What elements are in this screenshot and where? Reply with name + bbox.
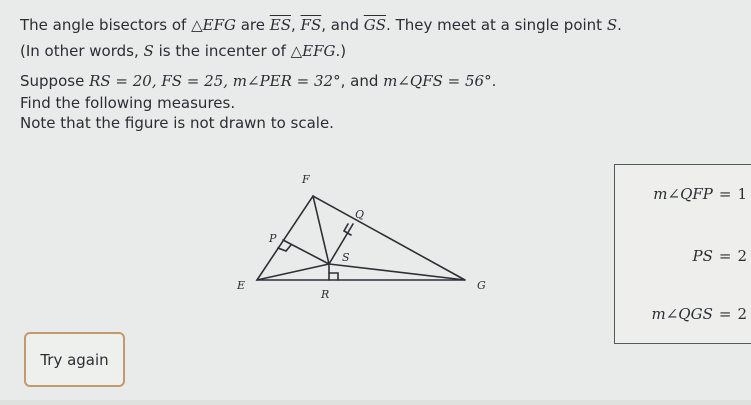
text: , [291, 16, 301, 34]
text: (In other words, [20, 42, 144, 60]
right-angle-r [329, 273, 338, 280]
problem-line-1 [20, 16, 622, 35]
page-bottom-edge [0, 400, 751, 405]
label-q: Q [355, 208, 365, 221]
answer-input-ps[interactable]: 2 [737, 247, 747, 265]
triangle-efg: △EFG [191, 16, 236, 34]
try-again-button[interactable]: Try again [24, 332, 125, 387]
given-values: RS = 20, FS = 25, m∠PER = 32° [89, 72, 341, 90]
label-g: G [477, 279, 486, 292]
answer-row-angle-qgs [652, 305, 747, 323]
perpendicular-sp [283, 240, 329, 264]
text: , and [340, 72, 384, 90]
answer-row-ps [693, 247, 748, 265]
given-angle: m∠QFS = 56° [383, 72, 492, 90]
triangle-diagram [225, 170, 495, 330]
problem-line-5: Note that the figure is not drawn to scale. [20, 114, 334, 132]
problem-line-3 [20, 72, 496, 91]
segment-gs: $\overline{GS}$ [363, 16, 387, 34]
bisector-fs [313, 196, 329, 264]
label-r: R [321, 288, 330, 301]
label-f: F [302, 173, 310, 186]
problem-line-4: Find the following measures. [20, 94, 236, 112]
answer-row-angle-qfp [653, 185, 747, 203]
answer-label: PS [692, 247, 713, 265]
text: . [491, 72, 497, 90]
triangle-figure [225, 170, 495, 330]
answer-input-angle-qgs[interactable]: 2 [737, 305, 747, 323]
segment-es: $\overline{ES}$ [269, 16, 291, 34]
bisector-gs [329, 264, 465, 280]
triangle-efg: △EFG [290, 42, 336, 60]
text: .) [335, 42, 347, 60]
text: Suppose [20, 72, 90, 90]
equals-sign: = [718, 185, 732, 203]
answers-panel [614, 164, 751, 344]
label-p: P [269, 232, 277, 245]
text: . [617, 16, 622, 34]
answer-label: m∠QGS [651, 305, 713, 323]
problem-line-2 [20, 42, 346, 61]
text: is the incenter of [153, 42, 291, 60]
segment-fs: $\overline{FS}$ [300, 16, 322, 34]
text: are [235, 16, 270, 34]
answer-input-angle-qfp[interactable]: 1 [737, 185, 747, 203]
equals-sign: = [718, 305, 732, 323]
label-e: E [237, 279, 246, 292]
point-s: S [143, 42, 154, 60]
text: . They meet at a single point [386, 16, 607, 34]
answer-label: m∠QFP [653, 185, 713, 203]
label-s: S [342, 251, 350, 264]
point-s: S [606, 16, 618, 34]
text: , and [321, 16, 364, 34]
bisector-es [257, 264, 329, 280]
equals-sign: = [718, 247, 732, 265]
text: The angle bisectors of [20, 16, 192, 34]
